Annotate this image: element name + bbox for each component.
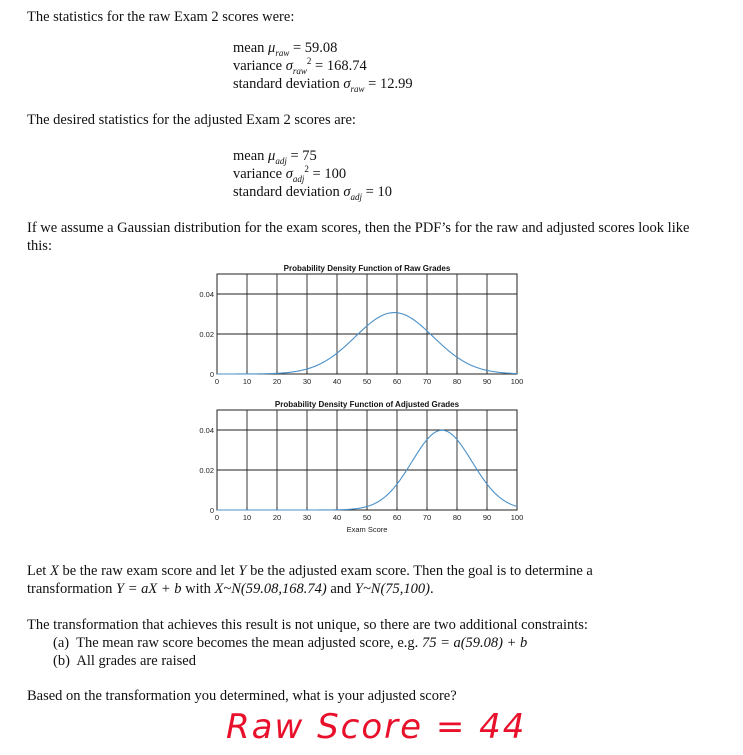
raw-pdf-chart-svg: [185, 262, 530, 392]
x-tick-label: 100: [510, 377, 524, 386]
y-tick-label: 0: [209, 370, 214, 379]
adj-intro-text: The desired statistics for the adjusted Exam 2 scores are:: [27, 112, 356, 128]
x-tick-label: 40: [332, 377, 342, 386]
raw-variance-line: variance $\sigma_{raw}^2 = 168.74$: [233, 56, 367, 76]
x-tick-label: 40: [332, 513, 342, 522]
handwritten-answer: Raw Score = 44: [226, 707, 527, 747]
y-tick-label: 0: [209, 506, 214, 515]
adj-stats-block: [233, 147, 392, 201]
y-tick-label: 0.02: [199, 330, 214, 339]
constraint-b: (b) All grades are raised: [53, 653, 196, 669]
raw-pdf-chart: [185, 262, 530, 392]
adj-pdf-chart: [185, 398, 530, 538]
chart-title: Probability Density Function of Adjusted Grades: [274, 400, 460, 409]
x-tick-label: 100: [510, 513, 524, 522]
chart-title: Probability Density Function of Raw Grades: [283, 264, 451, 273]
x-axis-label: Exam Score: [346, 525, 388, 534]
x-tick-label: 70: [422, 513, 432, 522]
x-tick-label: 0: [214, 377, 220, 386]
x-tick-label: 30: [302, 513, 312, 522]
x-tick-label: 90: [482, 513, 492, 522]
gaussian-text: If we assume a Gaussian distribution for the exam scores, then the PDF’s for the raw and adjusted scores look like this:: [27, 220, 690, 254]
x-tick-label: 20: [272, 377, 282, 386]
x-tick-label: 20: [272, 513, 282, 522]
x-tick-label: 10: [242, 513, 252, 522]
x-tick-label: 80: [452, 377, 462, 386]
x-tick-label: 60: [392, 377, 402, 386]
x-tick-label: 80: [452, 513, 462, 522]
raw-stats-block: [233, 39, 413, 93]
y-tick-label: 0.04: [199, 290, 214, 299]
adj-variance-line: variance $\sigma_{adj}^2 = 100$: [233, 164, 347, 184]
raw-sd-line: standard deviation $\sigma_{raw} = 12.99$: [233, 76, 413, 94]
x-tick-label: 10: [242, 377, 252, 386]
question-text: Based on the transformation you determined, what is your adjusted score?: [27, 688, 457, 704]
transform-text: The transformation that achieves this result is not unique, so there are two additional constraints:: [27, 617, 588, 633]
raw-mean-line: mean $\mu_{raw} = 59.08$: [233, 40, 338, 58]
y-tick-label: 0.02: [199, 466, 214, 475]
x-tick-label: 60: [392, 513, 402, 522]
constraint-a: (a) The mean raw score becomes the mean adjusted score, e.g. 75 = a(59.08) + b: [53, 635, 528, 651]
adj-sd-line: standard deviation $\sigma_{adj} = 10$: [233, 184, 392, 202]
let-line-2: transformation Y = aX + b with X~N(59.08,168.74) and Y~N(75,100).: [27, 581, 434, 597]
x-tick-label: 90: [482, 377, 492, 386]
y-tick-label: 0.04: [199, 426, 214, 435]
let-line-1: Let X be the raw exam score and let Y be the adjusted exam score. Then the goal is to determine a: [27, 563, 593, 579]
x-tick-label: 30: [302, 377, 312, 386]
x-tick-label: 70: [422, 377, 432, 386]
x-tick-label: 50: [362, 377, 372, 386]
adj-pdf-chart-svg: [185, 398, 530, 538]
x-tick-label: 50: [362, 513, 372, 522]
adj-mean-line: mean $\mu_{adj} = 75$: [233, 148, 317, 166]
raw-intro-text: The statistics for the raw Exam 2 scores were:: [27, 9, 295, 25]
x-tick-label: 0: [214, 513, 220, 522]
